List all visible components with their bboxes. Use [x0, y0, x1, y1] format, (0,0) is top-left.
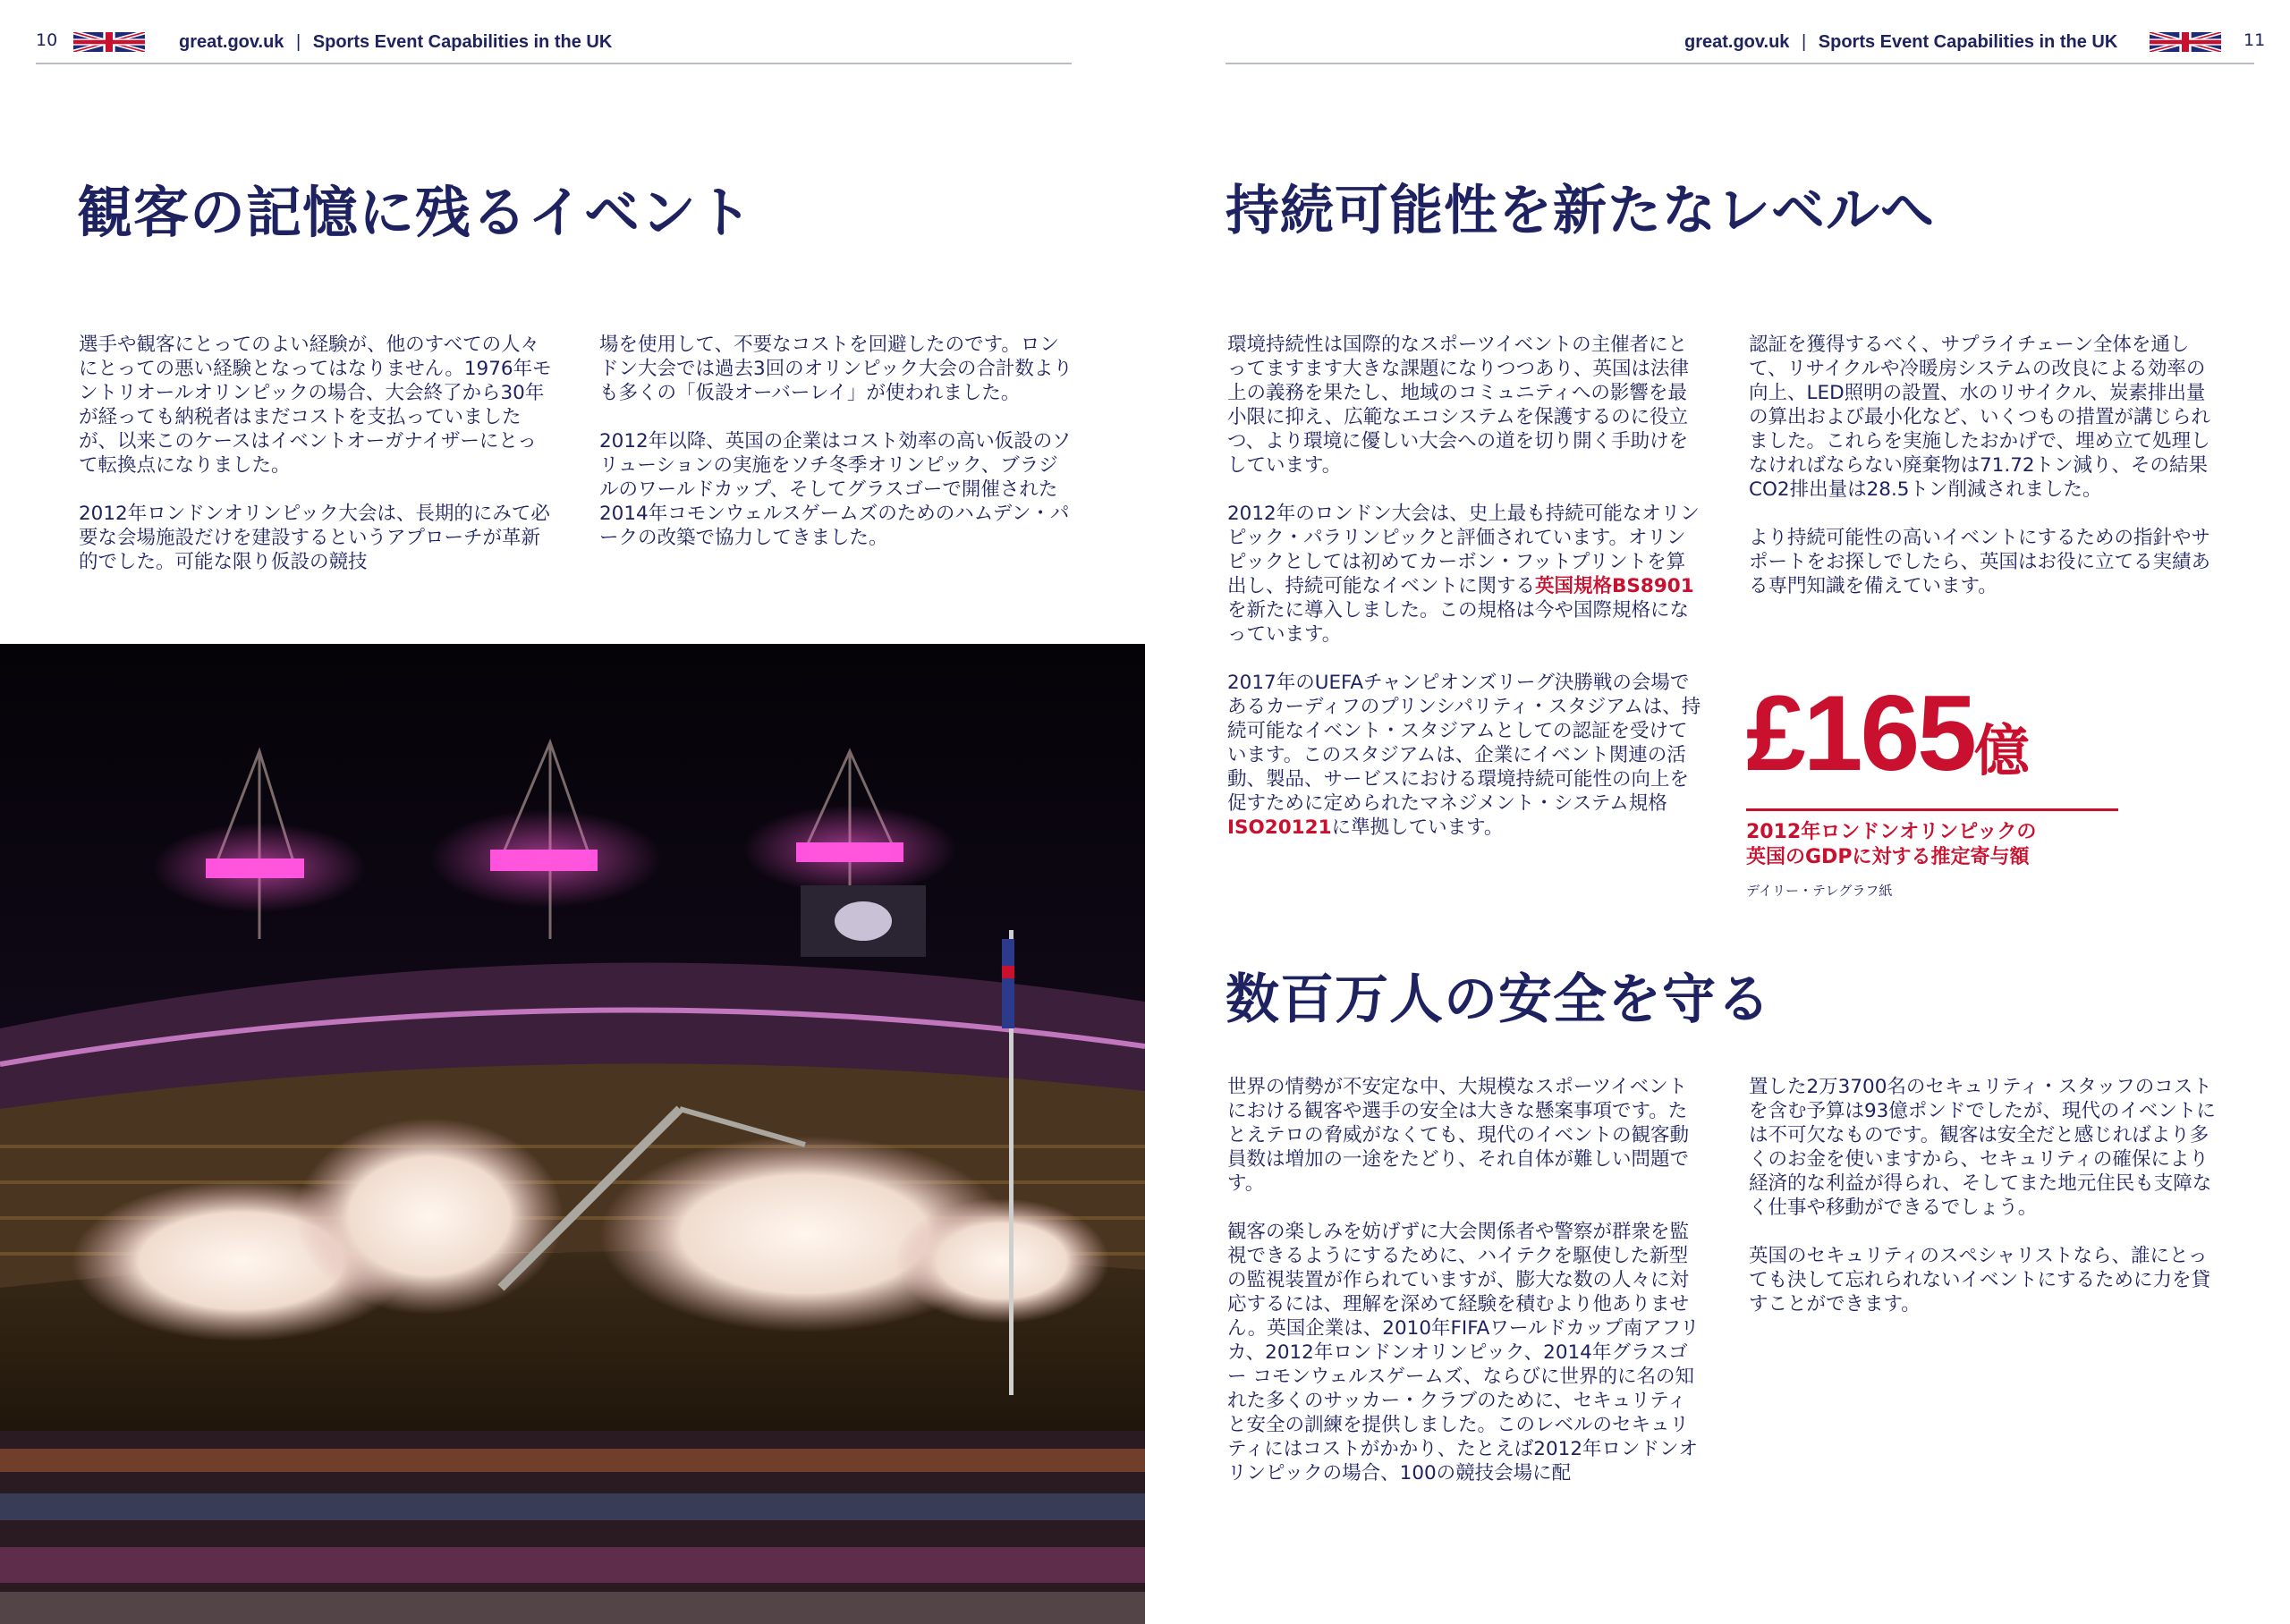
section-heading-security: 数百万人の安全を守る: [1226, 968, 1771, 1031]
stat-caption: 2012年ロンドンオリンピックの英国のGDPに対する推定寄与額: [1746, 821, 2037, 868]
page-title-left: 観客の記憶に残るイベント: [77, 180, 754, 245]
paragraph: 選手や観客にとってのよい経験が、他のすべての人々にとっての悪い経験となってはなりません。1976年モントリオールオリンピックの場合、大会終了から30年が経っても納税者はまだコストを支払っていましたが、以来このケースはイベントオーガナイザーにとって転換点になりました。: [79, 334, 552, 477]
header-separator: |: [1802, 32, 1807, 52]
paragraph-text: 2012年のロンドン大会は、史上最も持続可能なオリンピック・パラリンピックと評価されています。オリンピックとしては初めてカーボン・フットプリントを算出し、持続可能なイベントに関する: [1227, 503, 1700, 597]
standard-iso20121-highlight: ISO20121: [1227, 816, 1332, 839]
header-title: Sports Event Capabilities in the UK: [312, 32, 613, 52]
header-title: Sports Event Capabilities in the UK: [1818, 32, 2118, 52]
paragraph: より持続可能性の高いイベントにするための指針やサポートをお探しでしたら、英国はお役に立てる実績ある専門知識を備えています。: [1749, 527, 2211, 597]
paragraph: [1227, 671, 1701, 840]
stat-callout: [1746, 673, 2122, 900]
paragraph: 認証を獲得するべく、サプライチェーン全体を通して、リサイクルや冷暖房システムの改良による効率の向上、LED照明の設置、水のリサイクル、炭素排出量の算出および最小化など、いくつもの措置が講じられました。これらを実施したおかげで、埋め立て処理しなければならない廃棄物は71.72トン減り、その結果CO2排出量は28.5トン削減されました。: [1749, 334, 2211, 501]
paragraph: 観客の楽しみを妨げずに大会関係者や警察が群衆を監視できるようにするために、ハイテクを駆使した新型の監視装置が作られていますが、膨大な数の人々に対応するには、理解を深めて経験を積むより他ありません。英国企業は、2010年FIFAワールドカップ南アフリカ、2012年ロンドンオリンピック、2014年グラスゴー コモンウェルスゲームズ、ならびに世界的に名の知れた多くのサッカー・クラブのために、セキュリティと安全の訓練を提供しました。このレベルのセキュリティにはコストがかかり、たとえば2012年ロンドンオリンピックの場合、100の競技会場に配: [1227, 1221, 1700, 1484]
header-site[interactable]: great.gov.uk: [1684, 32, 1790, 52]
paragraph-text: を新たに導入しました。この規格は今や国際規格になっています。: [1227, 599, 1690, 646]
standard-bs8901-highlight: 英国規格BS8901: [1535, 575, 1694, 597]
text-column-right-2: [1749, 333, 2223, 622]
paragraph: 置した2万3700名のセキュリティ・スタッフのコストを含む予算は93億ポンドでしたが、現代のイベントには不可欠なものです。観客は安全だと感じればより多くのお金を使いますから、セキュリティの確保により経済的な利益が得られ、そしてまた地元住民も支障なく仕事や移動ができるでしょう。: [1749, 1076, 2216, 1219]
stat-value: [1746, 673, 2122, 805]
text-column-right-4: [1749, 1075, 2223, 1341]
stat-number: £165: [1746, 673, 1974, 793]
paragraph: 場を使用して、不要なコストを回避したのです。ロンドン大会では過去3回のオリンピック大会の合計数よりも多くの「仮設オーバーレイ」が使われました。: [599, 334, 1073, 404]
header-rule-left: [36, 63, 1072, 64]
paragraph-text: 2017年のUEFAチャンピオンズリーグ決勝戦の会場であるカーディフのプリンシパリティ・スタジアムは、持続可能なイベント・スタジアムとしての認証を受けています。このスタジアムは、企業にイベント関連の活動、製品、サービスにおける環境持続可能性の向上を促すために定められたマネジメント・システム規格: [1227, 672, 1701, 815]
paragraph: 環境持続性は国際的なスポーツイベントの主催者にとってますます大きな課題になりつつあり、英国は法律上の義務を果たし、地域のコミュニティへの影響を最小限に抑え、広範なエコシステムを保護するのに役立つ、より環境に優しい大会への道を切り開く手助けをしています。: [1227, 334, 1690, 477]
paragraph: 2012年以降、英国の企業はコスト効率の高い仮設のソリューションの実施をソチ冬季オリンピック、ブラジルのワールドカップ、そしてグラスゴーで開催された2014年コモンウェルスゲームズのためのハムデン・パークの改築で協力してきました。: [599, 430, 1072, 549]
paragraph: 英国のセキュリティのスペシャリストなら、誰にとっても決して忘れられないイベントにするために力を貸すことができます。: [1749, 1245, 2211, 1315]
text-column-left-2: [599, 333, 1075, 574]
page-number-left: 10: [36, 30, 58, 50]
paragraph: [1227, 502, 1701, 647]
stat-rule: [1746, 808, 2118, 811]
union-flag-icon: [2150, 32, 2221, 52]
section-heading-sustainability: 持続可能性を新たなレベルへ: [1226, 180, 1935, 242]
paragraph-text: に準拠しています。: [1331, 816, 1504, 839]
text-column-right-1: [1227, 333, 1701, 864]
text-column-left-1: [79, 333, 555, 598]
stat-unit: 億: [1973, 718, 2030, 783]
header-right: [1684, 32, 2117, 53]
header-rule-right: [1226, 63, 2254, 64]
stadium-ceremony-photo: [0, 644, 1145, 1624]
page-number-right: 11: [2243, 30, 2266, 50]
stat-source: デイリー・テレグラフ紙: [1746, 883, 1893, 899]
header-left: [179, 32, 612, 53]
header-site[interactable]: great.gov.uk: [179, 32, 284, 52]
text-column-right-3: [1227, 1075, 1701, 1510]
union-flag-icon: [73, 32, 145, 52]
header-separator: |: [296, 32, 301, 52]
paragraph: 世界の情勢が不安定な中、大規模なスポーツイベントにおける観客や選手の安全は大きな懸案事項です。たとえテロの脅威がなくても、現代のイベントの観客動員数は増加の一途をたどり、それ自体が難しい問題です。: [1227, 1076, 1690, 1195]
paragraph: 2012年ロンドンオリンピック大会は、長期的にみて必要な会場施設だけを建設するというアプローチが革新的でした。可能な限り仮設の競技: [79, 503, 550, 573]
